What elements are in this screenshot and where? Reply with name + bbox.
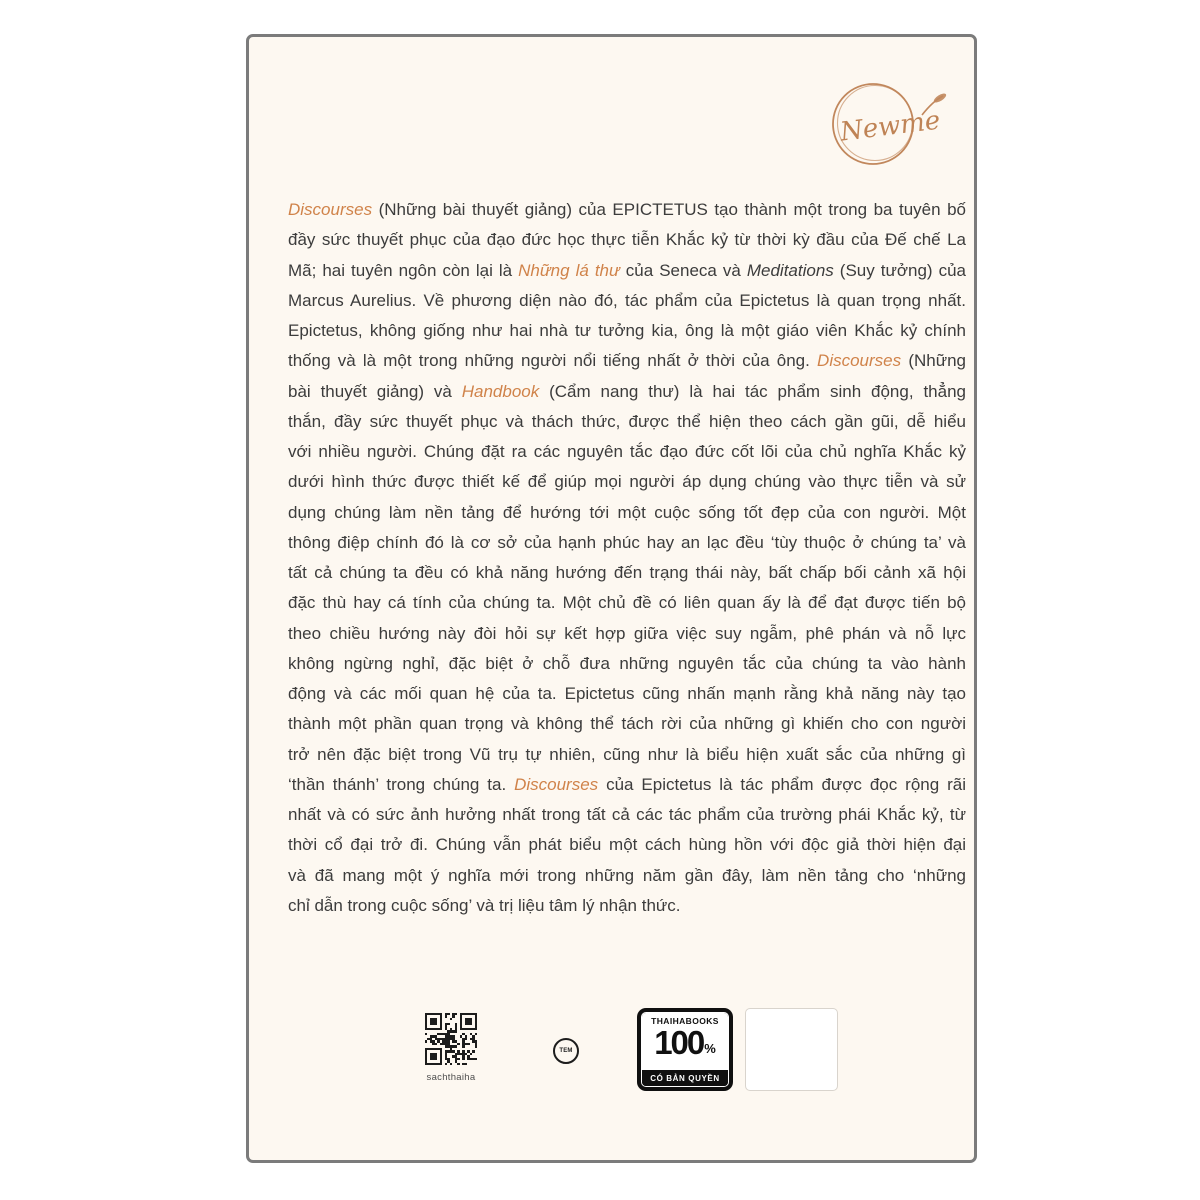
paragraph-segment: chỉ dẫn trong cuộc sống’ và trị liệu tâm lý nhận thức. — [288, 895, 681, 915]
paragraph-segment: (Những bài thuyết giảng) của EPICTETUS tạo thành một trong ba tuyên bố — [372, 200, 966, 219]
paragraph-line — [288, 770, 966, 800]
paragraph-line — [288, 286, 966, 316]
paragraph-line — [288, 558, 966, 588]
paragraph-segment-italic: Meditations — [746, 260, 834, 280]
paragraph-line — [288, 377, 966, 407]
qr-code — [425, 1013, 477, 1065]
paragraph-line — [288, 891, 966, 921]
paragraph-segment: đầy sức thuyết phục của đạo đức học thực tiễn Khắc kỷ từ thời kỳ đầu của Đế chế La — [288, 230, 966, 250]
paragraph — [288, 195, 966, 921]
paragraph-line — [288, 467, 966, 497]
paragraph-segment: Epictetus, không giống như hai nhà tư tưởng kia, ông là một giáo viên Khắc kỷ chính — [288, 321, 966, 340]
paragraph-segment-accent: Discourses — [514, 774, 599, 794]
paragraph-segment: (Cẩm nang thư) là hai tác phẩm sinh động, thẳng — [539, 381, 966, 401]
paragraph-segment-accent: Handbook — [461, 381, 540, 401]
book-back-cover — [246, 34, 977, 1163]
paragraph-segment: của Seneca và — [619, 260, 747, 280]
paragraph-line — [288, 195, 966, 225]
paragraph-segment: với nhiều người. Chúng đặt ra các nguyên tắc đạo đức cốt lõi của chủ nghĩa Khắc kỷ — [288, 442, 966, 461]
paragraph-segment: của Epictetus là tác phẩm được đọc rộng rãi — [598, 774, 966, 794]
paragraph-segment: tất cả chúng ta đều có khả năng hướng đến trạng thái này, bất chấp bối cảnh xã hội — [288, 563, 966, 582]
paragraph-segment: dưới hình thức được thiết kế để giúp mọi người áp dụng chúng vào thực tiễn và sử — [288, 472, 966, 492]
badge-percent-text: % — [704, 1041, 716, 1056]
paragraph-line — [288, 709, 966, 739]
paragraph-segment: dụng chúng làm nền tảng để hướng tới một cuộc sống tốt đẹp của con người. Một — [288, 502, 966, 522]
paragraph-segment: (Suy tưởng) của — [833, 260, 966, 280]
paragraph-line — [288, 740, 966, 770]
newme-logo-text: Newme — [838, 105, 942, 148]
newme-logo — [827, 77, 952, 177]
paragraph-line — [288, 649, 966, 679]
paragraph-line — [288, 256, 966, 286]
paragraph-segment: Marcus Aurelius. Về phương diện nào đó, tác phẩm của Epictetus là quan trọng nhất. — [288, 290, 966, 310]
paragraph-segment-accent: Discourses — [288, 200, 373, 219]
paragraph-segment: nhất và có sức ảnh hưởng nhất trong tất cả các tác phẩm của trường phái Khắc kỷ, từ — [288, 805, 966, 824]
qr-code-label: sachthaiha — [426, 1072, 476, 1083]
thaihabooks-badge-panel — [642, 1013, 728, 1070]
paragraph-segment: thời cổ đại trở đi. Chúng vẫn phát biểu một cách hùng hồn với độc giả thời hiện đại — [288, 835, 966, 855]
paragraph-line — [288, 861, 966, 891]
paragraph-segment: thắn, đầy sức thuyết phục và thách thức, được thể hiện theo cách gần gũi, dễ hiểu — [288, 411, 966, 431]
tem-stamp-label: TEM — [559, 1048, 573, 1054]
paragraph-segment: thành một phần quan trọng và không thể tách rời của những gì khiến cho con người — [288, 714, 966, 734]
paragraph-line — [288, 225, 966, 255]
thaihabooks-badge-100 — [654, 1026, 716, 1059]
thaihabooks-badge — [637, 1008, 733, 1091]
thaihabooks-badge-copyright: CÓ BẢN QUYỀN — [642, 1070, 728, 1086]
paragraph-segment: thống và là một trong những người nổi tiếng nhất ở thời của ông. — [288, 351, 818, 371]
paragraph-segment: theo chiều hướng này đòi hỏi sự kết hợp giữa việc suy ngẫm, phê phán và nỗ lực — [288, 623, 966, 643]
thaihabooks-badge-title: THAIHABOOKS — [651, 1016, 719, 1026]
paragraph-line — [288, 316, 966, 346]
paragraph-segment: và đã mang một ý nghĩa mới trong những năm gần đây, làm nền tảng cho ‘những — [288, 865, 966, 885]
paragraph-line — [288, 830, 966, 860]
paragraph-segment: bài thuyết giảng) và — [288, 381, 462, 401]
paragraph-segment: trở nên đặc biệt trong Vũ trụ tự nhiên, cũng như là biểu hiện xuất sắc của những gì — [288, 744, 966, 764]
newme-logo-graphic — [827, 77, 952, 177]
paragraph-line — [288, 407, 966, 437]
paragraph-line — [288, 800, 966, 830]
paragraph-segment-accent: Discourses — [817, 351, 902, 371]
paragraph-line — [288, 528, 966, 558]
paragraph-segment: thông điệp chính đó là cơ sở của hạnh phúc hay an lạc đều ‘tùy thuộc ở chúng ta’ và — [288, 532, 966, 552]
paragraph-segment-accent: Những lá thư — [518, 260, 620, 280]
paragraph-segment: không ngừng nghỉ, đặc biệt ở chỗ đưa những nguyên tắc của chúng ta vào hành — [288, 653, 966, 673]
tem-stamp — [553, 1038, 579, 1064]
thaihabooks-badge-inner — [641, 1012, 729, 1087]
paragraph-line — [288, 498, 966, 528]
paragraph-segment: Mã; hai tuyên ngôn còn lại là — [288, 260, 519, 280]
paragraph-line — [288, 437, 966, 467]
badge-100-text: 100 — [654, 1024, 704, 1061]
paragraph-line — [288, 679, 966, 709]
blank-white-label — [745, 1008, 838, 1091]
paragraph-segment: ‘thần thánh’ trong chúng ta. — [288, 774, 515, 794]
paragraph-segment: đặc thù hay cá tính của chúng ta. Một chủ đề có liên quan ấy là để đạt được tiến bộ — [288, 593, 966, 613]
paragraph-line — [288, 619, 966, 649]
paragraph-line — [288, 346, 966, 376]
paragraph-segment: động và các mối quan hệ của ta. Epictetus cũng nhấn mạnh rằng khả năng này tạo — [288, 684, 966, 703]
paragraph-line — [288, 588, 966, 618]
paragraph-segment: (Những — [901, 351, 966, 371]
